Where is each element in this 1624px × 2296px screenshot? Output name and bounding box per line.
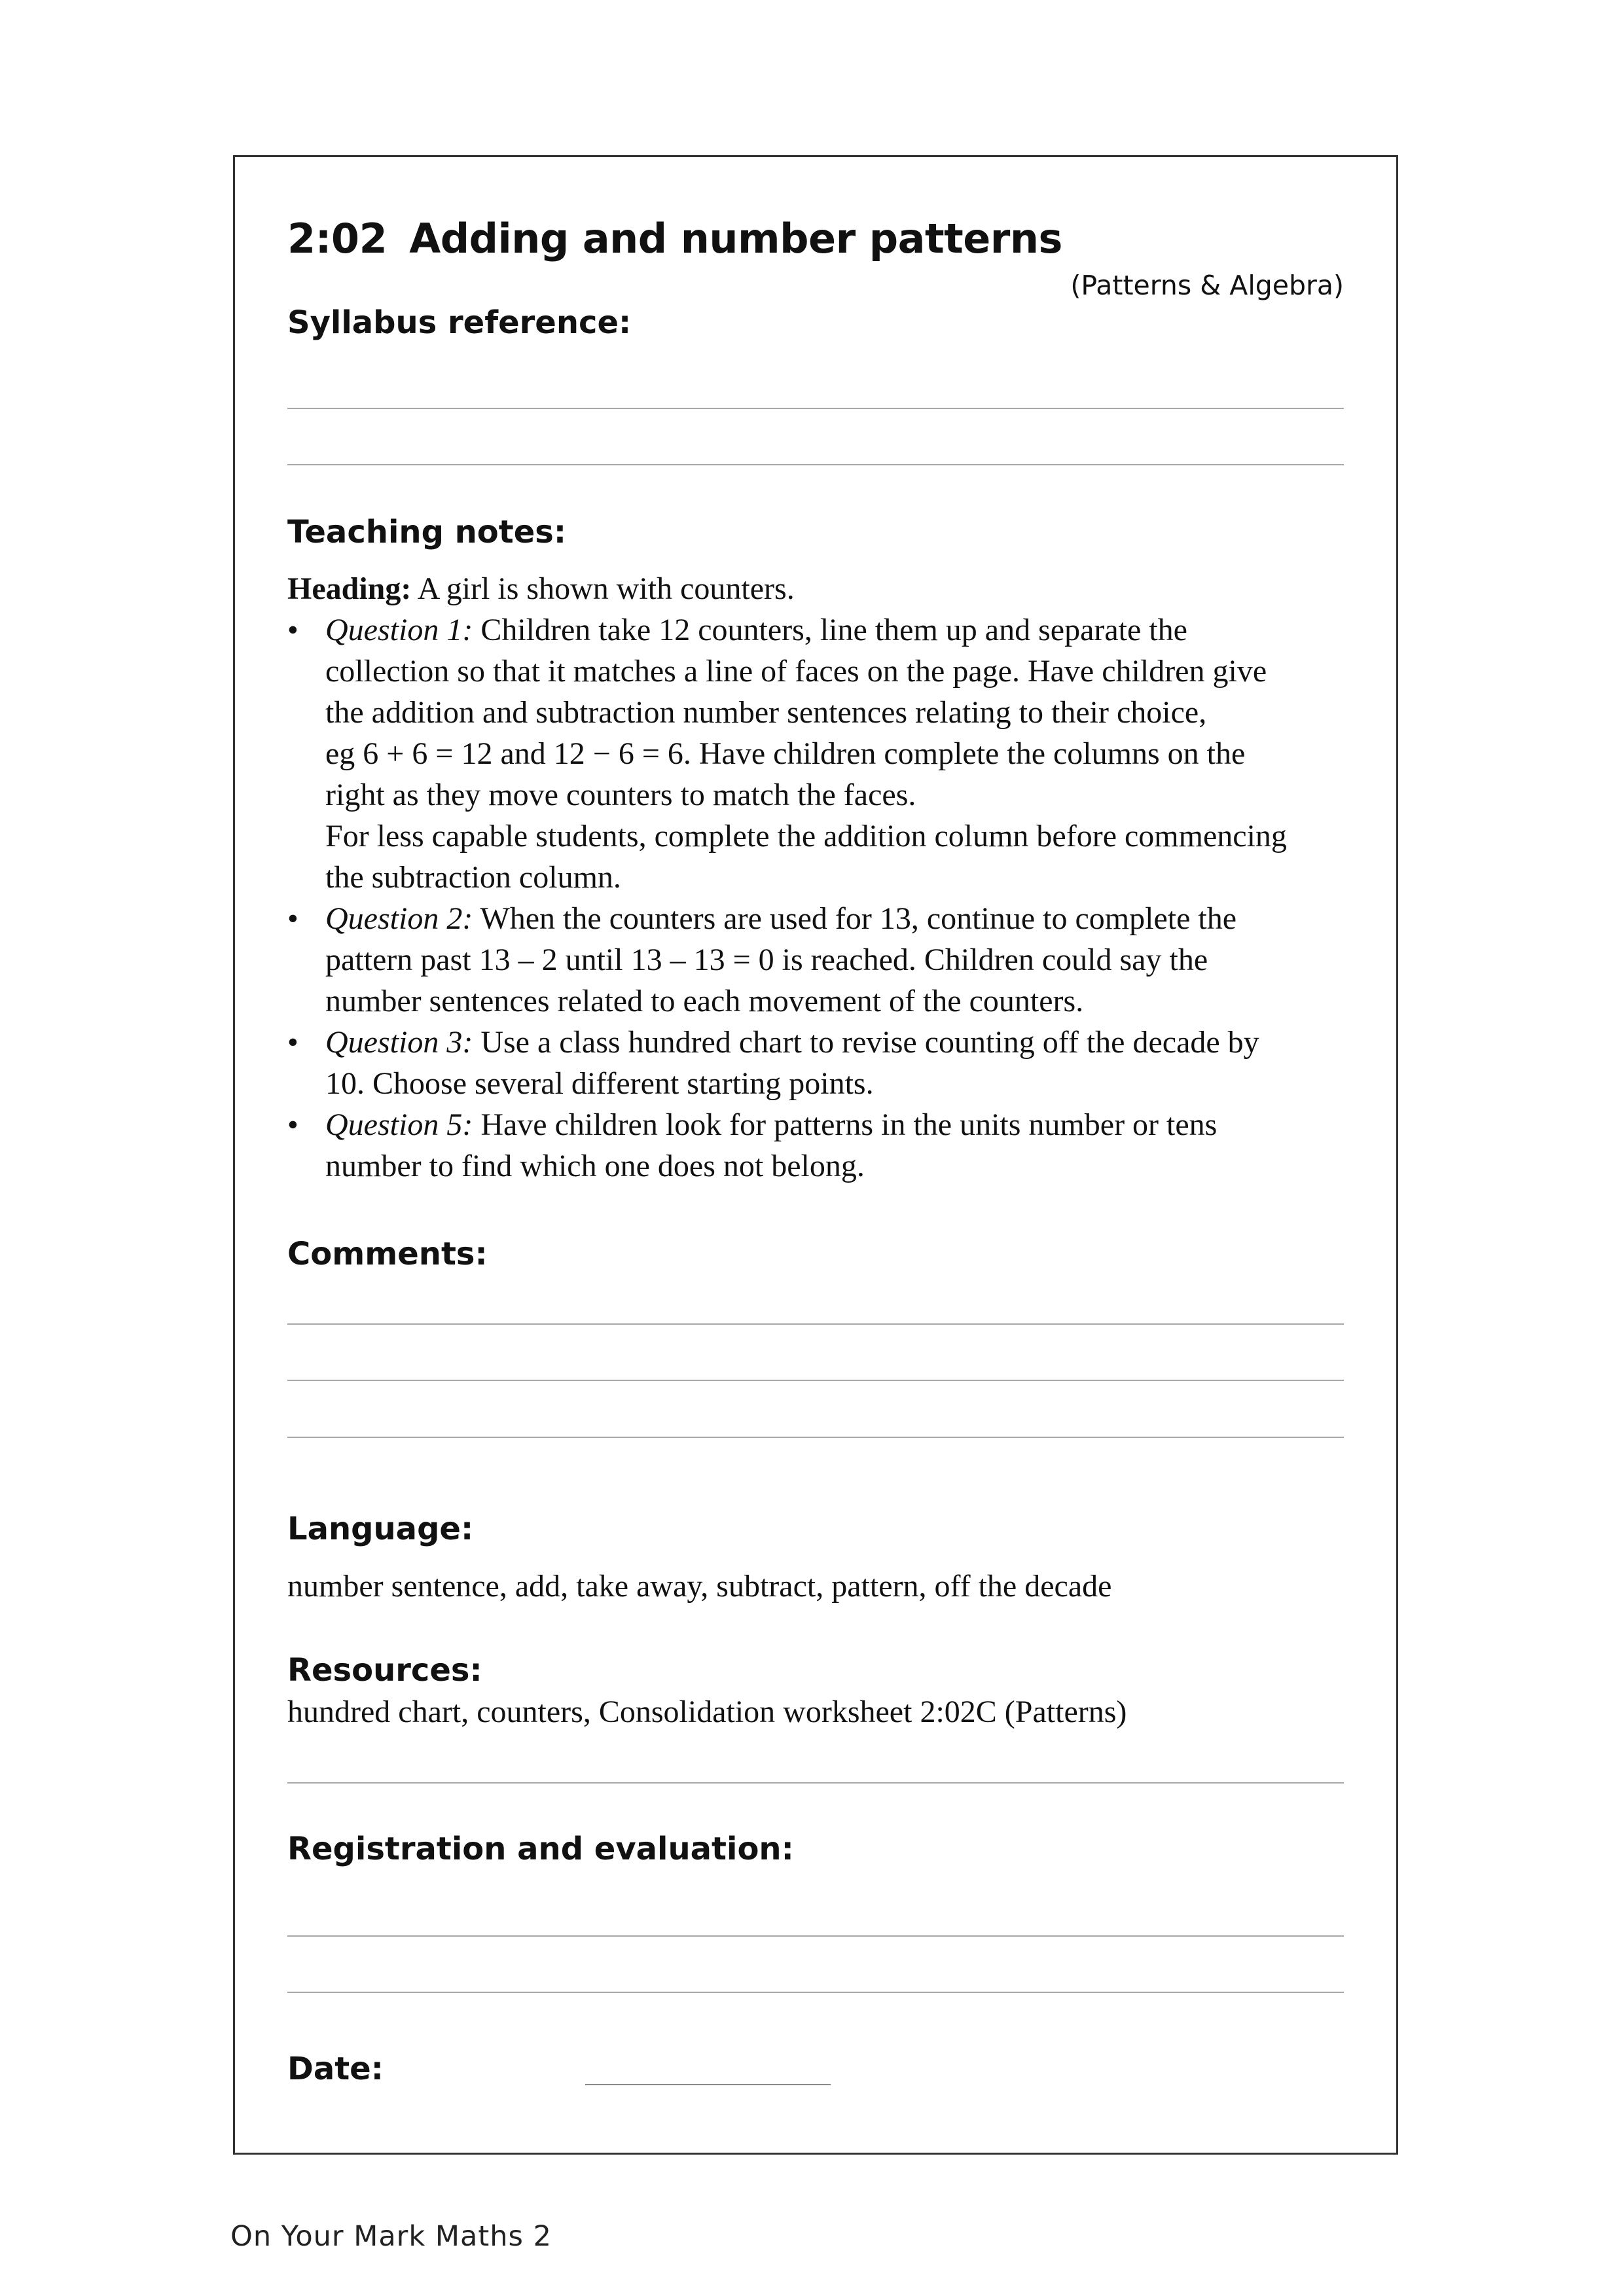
note-text: For less capable students, complete the addition column before commencing: [325, 819, 1287, 853]
note-text: When the counters are used for 13, continue to complete the: [473, 901, 1237, 936]
note-text: the addition and subtraction number sentences relating to their choice,: [325, 695, 1207, 730]
question-notes-list: [287, 609, 1344, 1187]
syllabus-line-2: [287, 464, 1344, 465]
teacher-notes-frame: [233, 155, 1398, 2155]
syllabus-line-1: [287, 408, 1344, 409]
note-text: Use a class hundred chart to revise counting off the decade by: [473, 1025, 1259, 1060]
note-text: 10. Choose several different starting points.: [325, 1066, 874, 1101]
registration-heading: Registration and evaluation:: [287, 1831, 794, 1867]
note-text: the subtraction column.: [325, 860, 621, 895]
note-text: number sentences related to each movement of the counters.: [325, 984, 1084, 1018]
footer-text: On Your Mark Maths 2: [230, 2220, 552, 2253]
section-number: 2:02: [287, 215, 388, 262]
question-label: Question 2:: [325, 901, 473, 936]
note-text: collection so that it matches a line of faces on the page. Have children give: [325, 654, 1267, 689]
note-text: pattern past 13 – 2 until 13 – 13 = 0 is reached. Children could say the: [325, 942, 1208, 977]
page-title: [287, 215, 1062, 262]
resources-heading: Resources:: [287, 1652, 482, 1689]
comments-line-2: [287, 1380, 1344, 1381]
list-item: [287, 898, 1344, 1022]
strand-label: (Patterns & Algebra): [1070, 270, 1344, 301]
intro-text: A girl is shown with counters.: [411, 571, 795, 606]
list-item: [287, 1104, 1344, 1187]
resources-line: [287, 1782, 1344, 1784]
date-field-line: [585, 2084, 831, 2085]
note-text: Children take 12 counters, line them up and separate the: [473, 613, 1187, 647]
teaching-notes-heading: Teaching notes:: [287, 514, 567, 550]
comments-line-3: [287, 1437, 1344, 1438]
comments-heading: Comments:: [287, 1236, 488, 1272]
teaching-notes-body: [287, 568, 1344, 1187]
resources-text: hundred chart, counters, Consolidation worksheet 2:02C (Patterns): [287, 1695, 1127, 1729]
registration-line-1: [287, 1935, 1344, 1937]
list-item: [287, 609, 1344, 898]
question-label: Question 5:: [325, 1107, 473, 1142]
intro-line: [287, 568, 1344, 609]
list-item: [287, 1022, 1344, 1104]
section-title: Adding and number patterns: [409, 215, 1062, 262]
comments-line-1: [287, 1323, 1344, 1325]
question-label: Question 3:: [325, 1025, 473, 1060]
date-label: Date:: [287, 2051, 384, 2087]
registration-line-2: [287, 1992, 1344, 1993]
note-text: right as they move counters to match the faces.: [325, 778, 916, 812]
question-label: Question 1:: [325, 613, 473, 647]
note-text: Have children look for patterns in the units number or tens: [473, 1107, 1218, 1142]
syllabus-heading: Syllabus reference:: [287, 304, 632, 341]
language-heading: Language:: [287, 1511, 474, 1547]
intro-label: Heading:: [287, 571, 412, 606]
bullet: •: [287, 1107, 298, 1142]
language-text: number sentence, add, take away, subtract, pattern, off the decade: [287, 1569, 1112, 1604]
note-text: eg 6 + 6 = 12 and 12 − 6 = 6. Have children complete the columns on the: [325, 736, 1246, 771]
bullet: •: [287, 613, 298, 647]
bullet: •: [287, 901, 298, 936]
note-text: number to find which one does not belong.: [325, 1149, 865, 1183]
bullet: •: [287, 1025, 298, 1060]
